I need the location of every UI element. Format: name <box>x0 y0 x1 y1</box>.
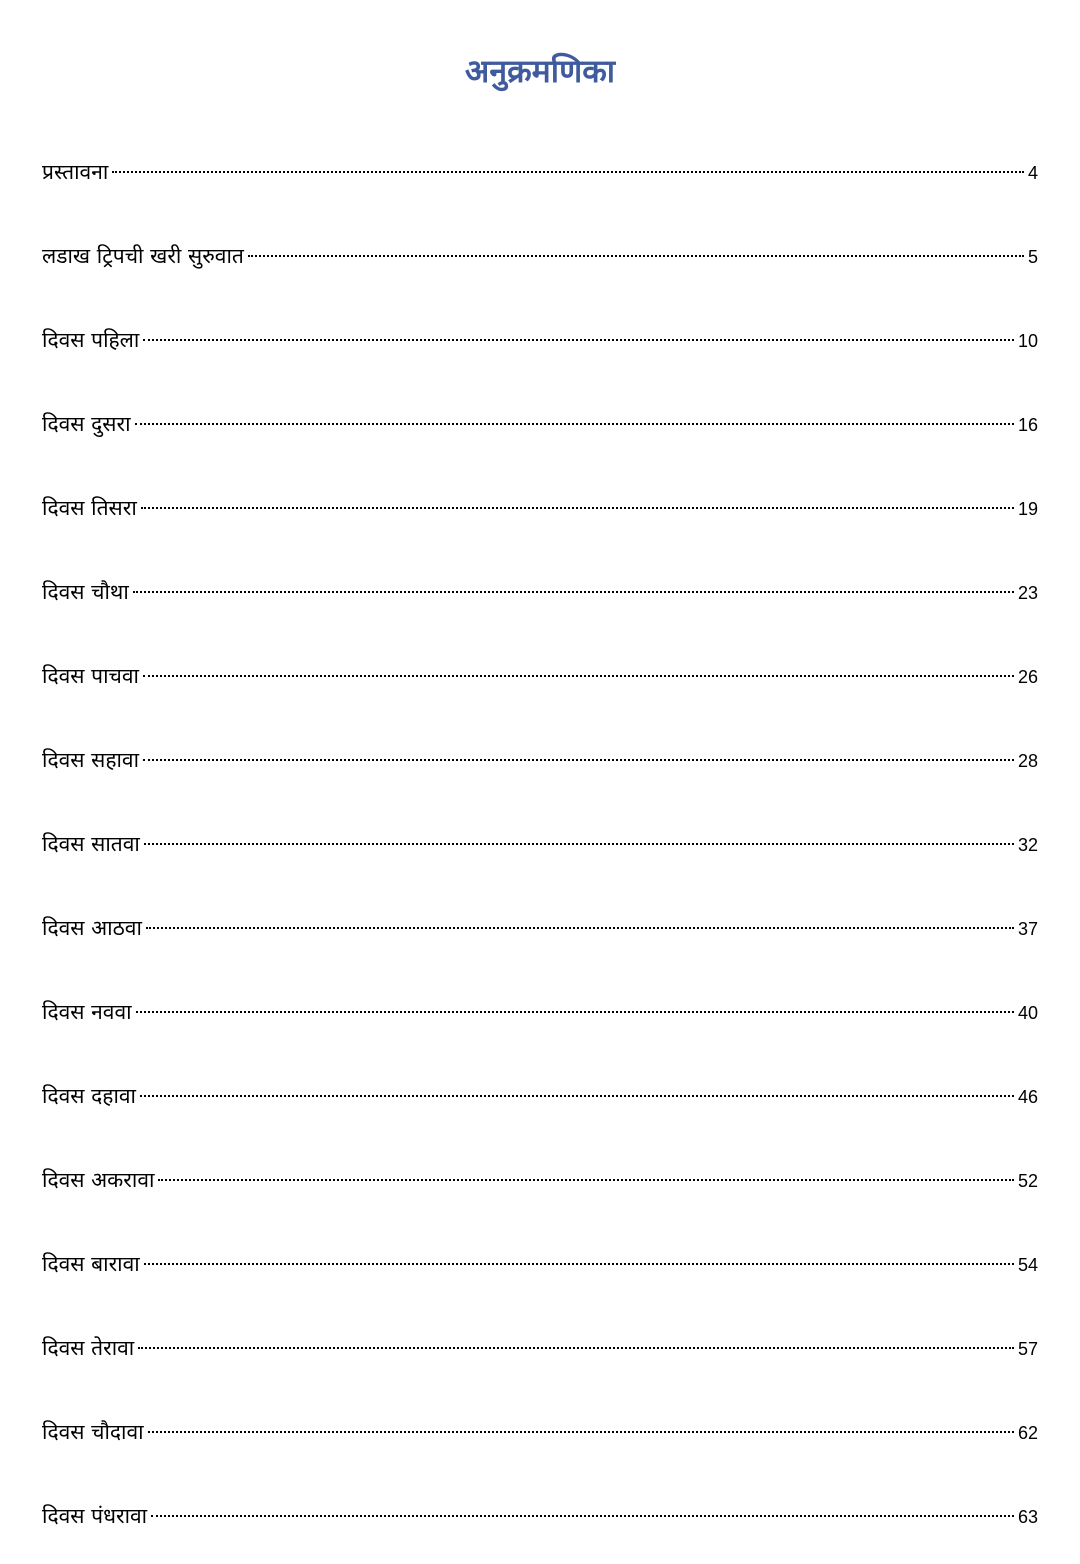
dot-leader <box>112 171 1024 173</box>
toc-entry-label: दिवस बारावा <box>42 1252 140 1276</box>
dot-leader <box>135 423 1014 425</box>
toc-entry[interactable] <box>42 1410 1038 1454</box>
toc-entry-label: दिवस नववा <box>42 1000 132 1024</box>
toc-entry-page-number: 37 <box>1017 919 1038 939</box>
toc-entry-label: प्रस्तावना <box>42 160 109 184</box>
toc-entry-page-number: 62 <box>1017 1423 1038 1443</box>
toc-entry-page-number: 19 <box>1017 499 1038 519</box>
toc-entry-label: दिवस चौथा <box>42 580 129 604</box>
dot-leader <box>144 1263 1014 1265</box>
toc-entry-page-number: 16 <box>1017 415 1038 435</box>
toc-entry-page-number: 46 <box>1017 1087 1038 1107</box>
toc-entry-label: दिवस पाचवा <box>42 664 139 688</box>
toc-entry-page-number: 57 <box>1017 1339 1038 1359</box>
toc-entry[interactable] <box>42 1242 1038 1286</box>
toc-entry[interactable] <box>42 906 1038 950</box>
toc-entry[interactable] <box>42 738 1038 782</box>
dot-leader <box>144 843 1014 845</box>
toc-entry-label: दिवस तिसरा <box>42 496 137 520</box>
dot-leader <box>140 1095 1014 1097</box>
toc-entry-page-number: 63 <box>1017 1507 1038 1527</box>
toc-entry[interactable] <box>42 234 1038 278</box>
toc-entry-page-number: 54 <box>1017 1255 1038 1275</box>
toc-entry-page-number: 4 <box>1027 163 1038 183</box>
toc-entry-label: दिवस चौदावा <box>42 1420 144 1444</box>
toc-entry-label: दिवस सहावा <box>42 748 140 772</box>
toc-entry-label: दिवस आठवा <box>42 916 142 940</box>
dot-leader <box>136 1011 1014 1013</box>
toc-entry-page-number: 40 <box>1017 1003 1038 1023</box>
dot-leader <box>151 1515 1014 1517</box>
toc-entry-label: दिवस पहिला <box>42 328 140 352</box>
toc-entry[interactable] <box>42 402 1038 446</box>
toc-entry-page-number: 32 <box>1017 835 1038 855</box>
dot-leader <box>248 255 1024 257</box>
toc-entry[interactable] <box>42 1158 1038 1202</box>
dot-leader <box>141 507 1014 509</box>
dot-leader <box>143 675 1014 677</box>
toc-entry[interactable] <box>42 990 1038 1034</box>
toc-entry[interactable] <box>42 1326 1038 1370</box>
toc-entry-label: दिवस अकरावा <box>42 1168 155 1192</box>
toc-entry[interactable] <box>42 1074 1038 1118</box>
toc-entry-page-number: 52 <box>1017 1171 1038 1191</box>
toc-entry-label: दिवस दहावा <box>42 1084 136 1108</box>
toc-entry[interactable] <box>42 150 1038 194</box>
page-title: अनुक्रमणिका <box>464 52 616 91</box>
toc-entry-label: दिवस दुसरा <box>42 412 131 436</box>
toc-entry-label: दिवस सातवा <box>42 832 140 856</box>
toc-entry[interactable] <box>42 486 1038 530</box>
dot-leader <box>138 1347 1014 1349</box>
toc-entry-label: लडाख ट्रिपची खरी सुरुवात <box>42 244 244 268</box>
toc-entry-page-number: 5 <box>1027 247 1038 267</box>
toc-entry[interactable] <box>42 1494 1038 1538</box>
toc-entry-label: दिवस पंधरावा <box>42 1504 148 1528</box>
toc-entry-page-number: 10 <box>1017 331 1038 351</box>
dot-leader <box>133 591 1014 593</box>
dot-leader <box>143 339 1014 341</box>
toc-entry-page-number: 26 <box>1017 667 1038 687</box>
toc-entry[interactable] <box>42 318 1038 362</box>
dot-leader <box>146 927 1014 929</box>
toc-entry-page-number: 23 <box>1017 583 1038 603</box>
dot-leader <box>158 1179 1014 1181</box>
toc-entry[interactable] <box>42 822 1038 866</box>
toc-entry-page-number: 28 <box>1017 751 1038 771</box>
toc-entry-label: दिवस तेरावा <box>42 1336 135 1360</box>
toc-entry[interactable] <box>42 570 1038 614</box>
dot-leader <box>143 759 1014 761</box>
dot-leader <box>148 1431 1014 1433</box>
toc-entry[interactable] <box>42 654 1038 698</box>
